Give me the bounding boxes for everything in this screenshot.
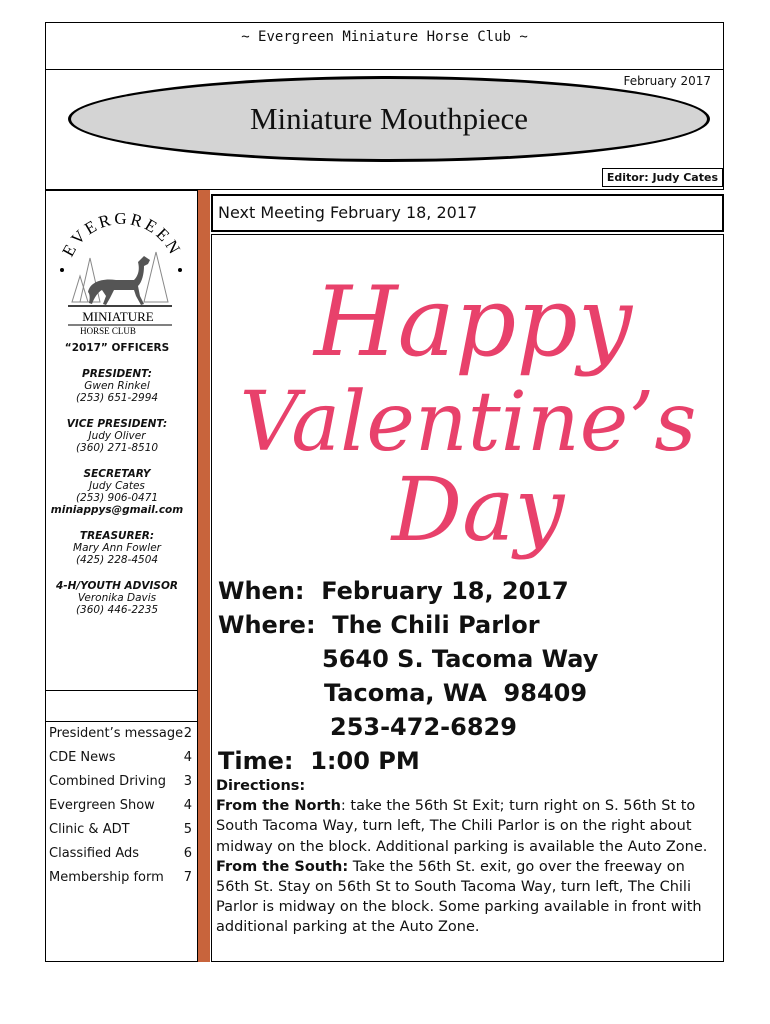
toc-item[interactable] (45, 866, 198, 890)
officer-name: Judy Oliver (88, 430, 146, 442)
directions-heading: Directions: (216, 778, 306, 794)
directions-south-label: From the South: (216, 858, 349, 875)
toc-page: 2 (183, 726, 192, 741)
directions-south-text: Take the 56th St. exit, go over the freeway on 56th St. Stay on 56th St to South Tacoma Way, turn left, The Chili Parlor is midway on the block. Some parking available in front with additional parking at the Auto Zone. (216, 858, 702, 936)
toc-label: CDE News (49, 750, 116, 765)
officer-role: PRESIDENT: (82, 368, 152, 380)
toc-item[interactable] (45, 746, 198, 770)
officer-phone: (253) 906-0471 (75, 492, 159, 504)
toc-item[interactable] (45, 722, 198, 746)
toc-page: 4 (183, 798, 192, 813)
officer-role: VICE PRESIDENT: (66, 418, 168, 430)
logo-text-miniature: MINIATURE (82, 309, 154, 324)
sidebar-blank-box (45, 690, 198, 722)
logo-dot-left (60, 268, 64, 272)
officer-secretary (47, 468, 187, 516)
toc-item[interactable] (45, 818, 198, 842)
toc-page: 3 (183, 774, 192, 789)
meeting-address-street: 5640 S. Tacoma Way (322, 645, 599, 673)
officer-phone: (425) 228-4504 (75, 554, 159, 566)
toc-label: President’s message (49, 726, 184, 741)
officer-name: Gwen Rinkel (84, 380, 150, 392)
column-divider (198, 190, 210, 962)
valentine-happy: Happy (313, 266, 633, 378)
tree-icon (72, 252, 168, 302)
officers-heading: “2017” OFFICERS (64, 342, 170, 354)
next-meeting-text: Next Meeting February 18, 2017 (218, 203, 478, 222)
table-of-contents (45, 722, 198, 890)
toc-page: 6 (183, 846, 192, 861)
officer-name: Mary Ann Fowler (73, 542, 161, 554)
officer-president (47, 368, 187, 404)
next-meeting-box (211, 194, 724, 232)
officer-youth-advisor (47, 580, 187, 616)
toc-page: 4 (183, 750, 192, 765)
toc-label: Classified Ads (49, 846, 140, 861)
svg-text:EVERGREEN (58, 209, 185, 260)
horse-icon (88, 256, 150, 305)
logo-text-horse-club: HORSE CLUB (80, 326, 136, 336)
meeting-where: Where: The Chili Parlor (218, 611, 540, 639)
toc-label: Clinic & ADT (49, 822, 130, 837)
meeting-time: Time: 1:00 PM (218, 747, 420, 775)
club-name-bar (45, 22, 724, 70)
toc-page: 7 (183, 870, 192, 885)
meeting-phone: 253-472-6829 (330, 713, 517, 741)
toc-item[interactable] (45, 794, 198, 818)
club-name: ~ Evergreen Miniature Horse Club ~ (241, 29, 528, 45)
officer-role: SECRETARY (83, 468, 151, 480)
toc-label: Membership form (49, 870, 164, 885)
meeting-when: When: February 18, 2017 (218, 577, 569, 605)
officer-vice-president (47, 418, 187, 454)
officer-role: 4-H/YOUTH ADVISOR (55, 580, 179, 592)
issue-date: February 2017 (623, 74, 711, 88)
valentine-valentines: Valentine’s (239, 375, 697, 470)
officer-treasurer (47, 530, 187, 566)
officer-phone: (253) 651-2994 (75, 392, 159, 404)
valentine-graphic (228, 250, 708, 560)
logo-arc-text: EVERGREEN (58, 209, 186, 260)
valentine-day: Day (391, 458, 565, 560)
toc-label: Combined Driving (49, 774, 166, 789)
editor-credit: Editor: Judy Cates (602, 168, 723, 187)
newsletter-title: Miniature Mouthpiece (249, 101, 529, 136)
meeting-address-city: Tacoma, WA 98409 (324, 679, 588, 707)
officers-list (47, 342, 187, 630)
officer-name: Judy Cates (89, 480, 145, 492)
logo-dot-right (178, 268, 182, 272)
officer-phone: (360) 271-8510 (75, 442, 159, 454)
title-ellipse (68, 76, 710, 162)
directions-south (216, 857, 721, 938)
directions (216, 776, 721, 938)
directions-north (216, 796, 721, 857)
directions-north-label: From the North (216, 798, 341, 815)
officer-name: Veronika Davis (77, 592, 157, 604)
meeting-details (218, 574, 598, 778)
toc-label: Evergreen Show (49, 798, 155, 813)
club-logo (50, 200, 190, 340)
officer-phone: (360) 446-2235 (75, 604, 159, 616)
directions-north-text: : take the 56th St Exit; turn right on S. 56th St to South Tacoma Way, turn left, The Chili Parlor is on the right about midway on the block. Additional parking is available the Auto Zone. (216, 798, 708, 855)
toc-item[interactable] (45, 770, 198, 794)
toc-page: 5 (183, 822, 192, 837)
masthead (45, 70, 724, 190)
secretary-email[interactable]: miniappys@gmail.com (50, 504, 184, 516)
officer-role: TREASURER: (79, 530, 155, 542)
toc-item[interactable] (45, 842, 198, 866)
